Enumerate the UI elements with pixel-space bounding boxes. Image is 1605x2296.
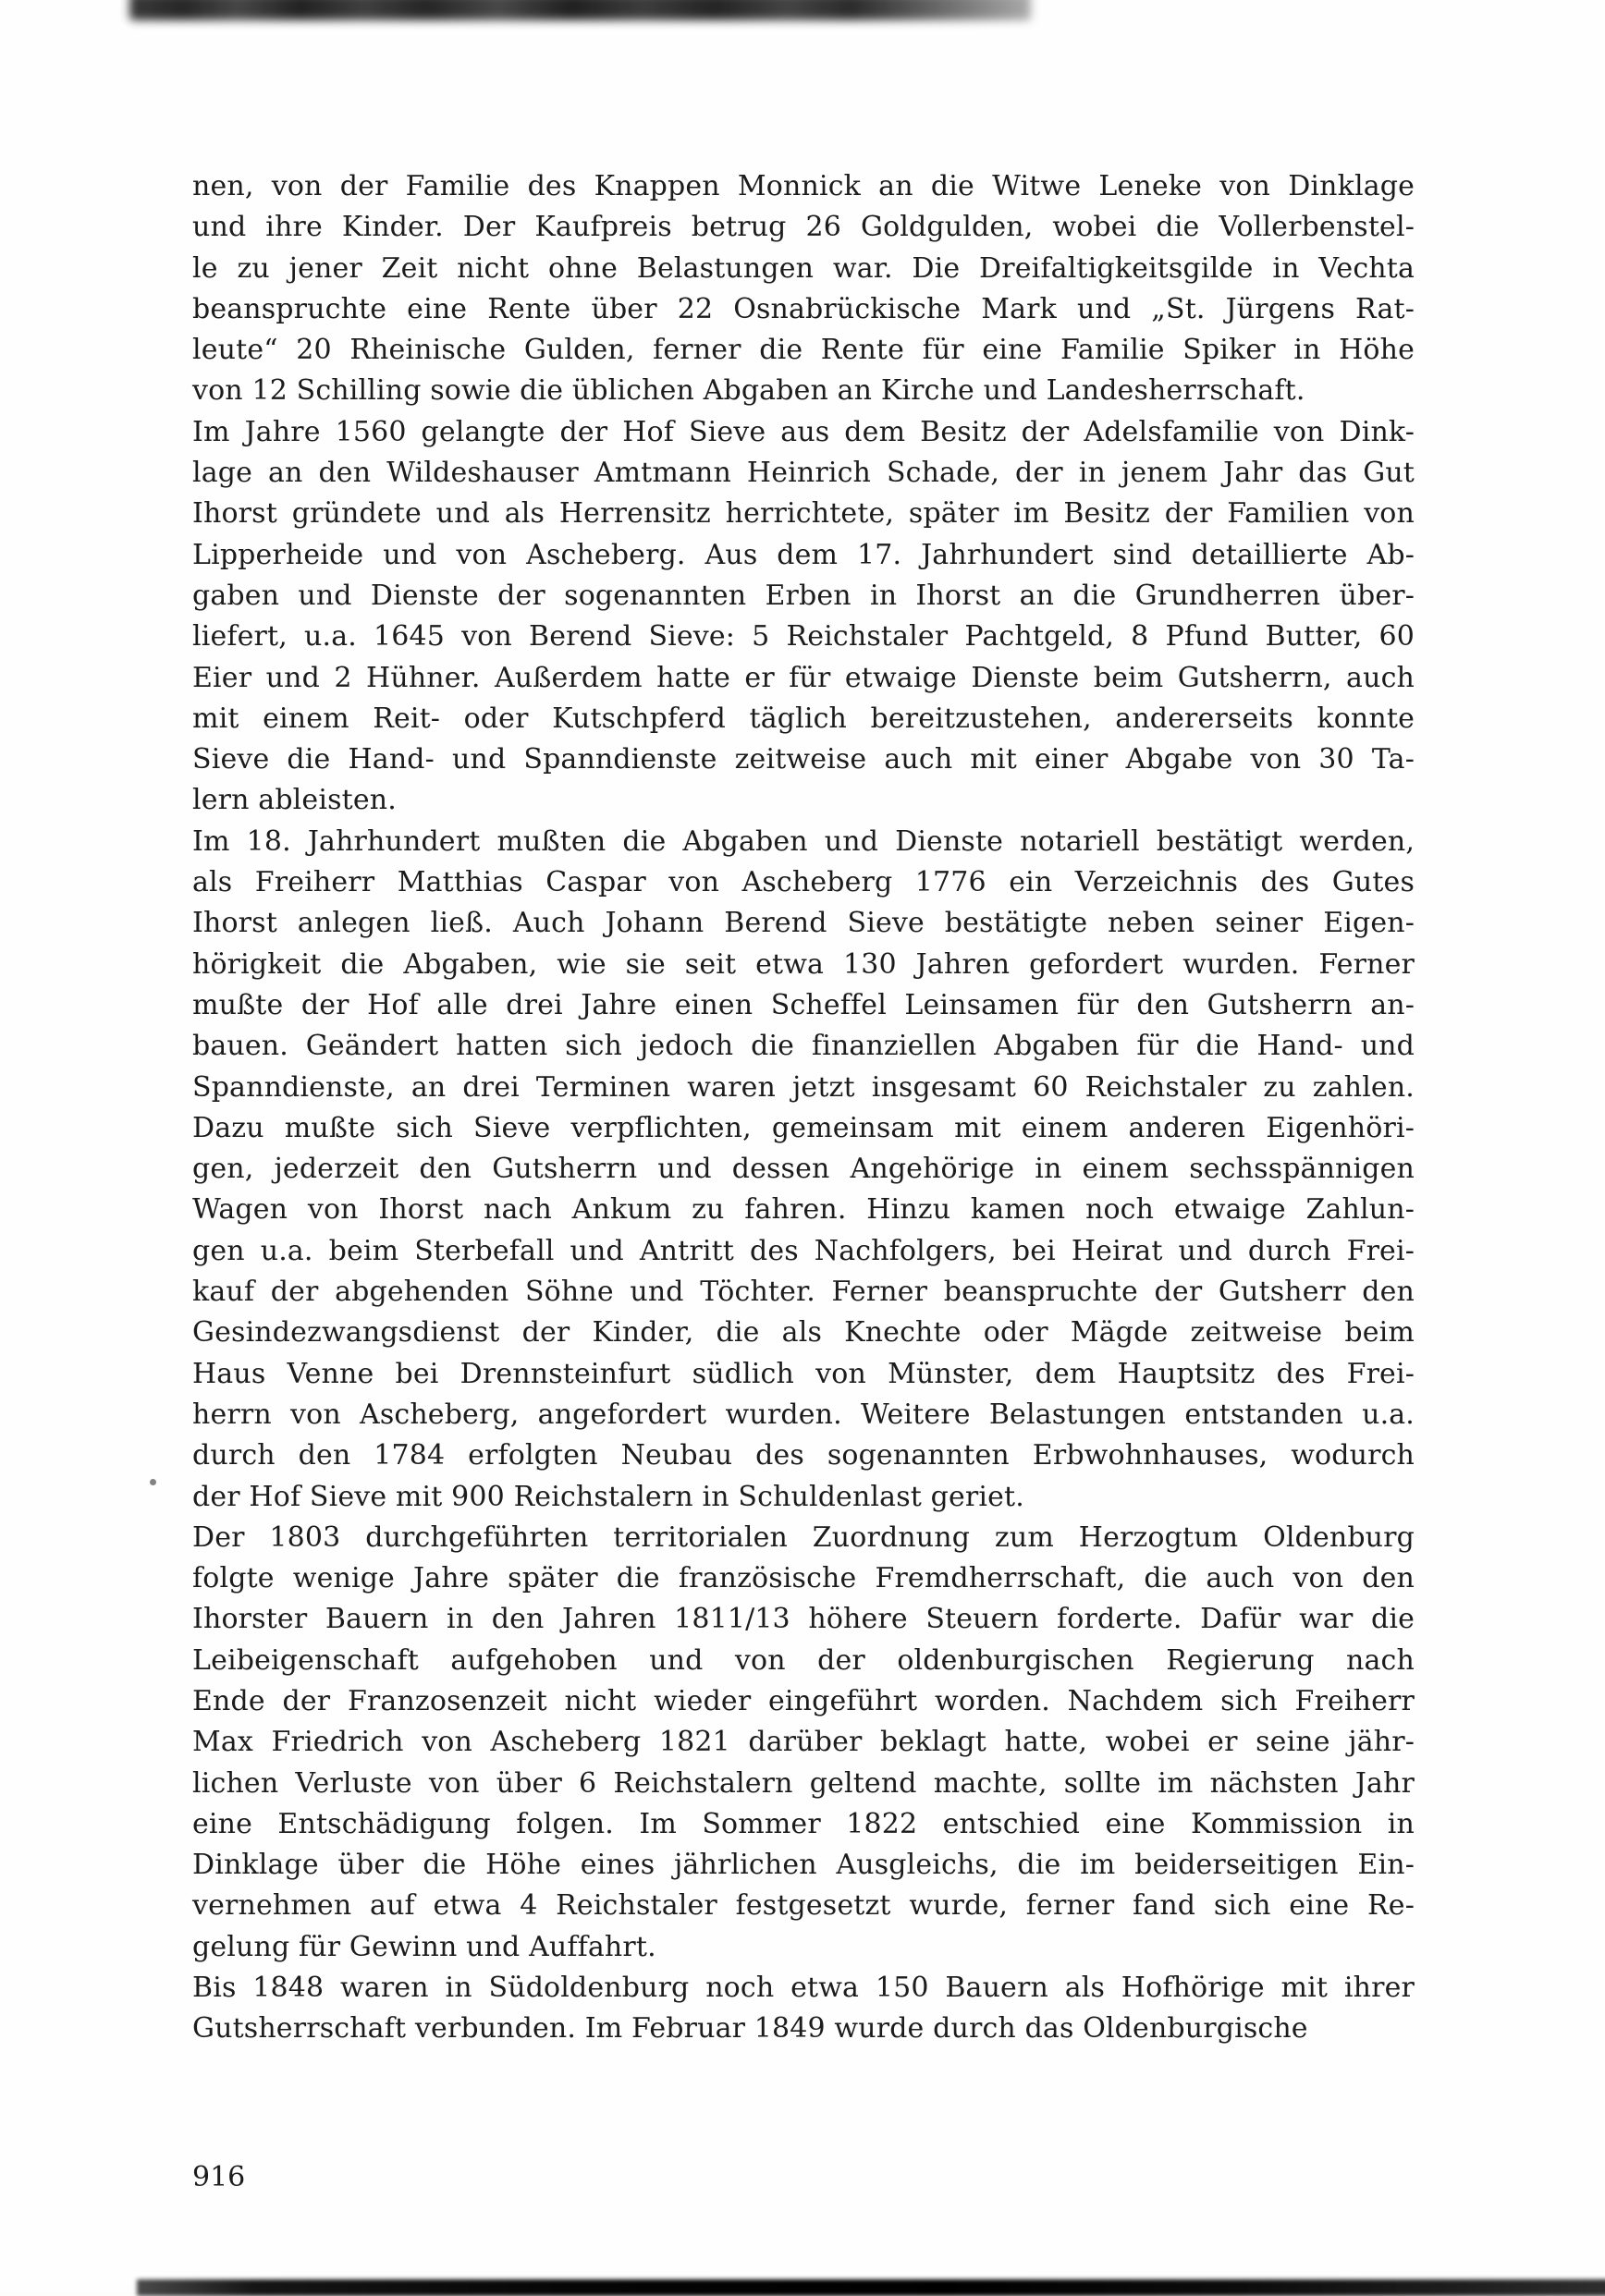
text-line: Ende der Franzosenzeit nicht wieder eingeführt worden. Nachdem sich Freiherr xyxy=(192,1684,1415,1717)
text-line: als Freiherr Matthias Caspar von Ascheberg 1776 ein Verzeichnis des Gutes xyxy=(192,866,1415,899)
text-line: Eier und 2 Hühner. Außerdem hatte er für etwaige Dienste beim Gutsherrn, auch xyxy=(192,661,1415,694)
text-line: gelung für Gewinn und Auffahrt. xyxy=(192,1930,656,1963)
paragraph xyxy=(192,166,1415,412)
page-number: 916 xyxy=(192,2161,246,2193)
text-line: Ihorst gründete und als Herrensitz herrichtete, später im Besitz der Familien von xyxy=(192,497,1415,531)
text-line: Wagen von Ihorst nach Ankum zu fahren. Hinzu kamen noch etwaige Zahlun- xyxy=(192,1193,1415,1227)
text-line: gen u.a. beim Sterbefall und Antritt des Nachfolgers, bei Heirat und durch Frei- xyxy=(192,1234,1415,1267)
text-line: Im Jahre 1560 gelangte der Hof Sieve aus dem Besitz der Adelsfamilie von Dink- xyxy=(192,415,1415,448)
text-line: mußte der Hof alle drei Jahre einen Scheffel Leinsamen für den Gutsherrn an- xyxy=(192,988,1415,1021)
text-line: Spanndienste, an drei Terminen waren jetzt insgesamt 60 Reichstaler zu zahlen. xyxy=(192,1070,1415,1104)
text-line: Lipperheide und von Ascheberg. Aus dem 17. Jahrhundert sind detaillierte Ab- xyxy=(192,538,1415,571)
text-line: und ihre Kinder. Der Kaufpreis betrug 26 Goldgulden, wobei die Vollerbenstel- xyxy=(192,211,1415,244)
text-line: leute“ 20 Rheinische Gulden, ferner die Rente für eine Familie Spiker in Höhe xyxy=(192,334,1415,367)
text-line: Gutsherrschaft verbunden. Im Februar 1849 wurde durch das Oldenburgische xyxy=(192,2012,1308,2046)
text-line: eine Entschädigung folgen. Im Sommer 1822 entschied eine Kommission in xyxy=(192,1807,1415,1840)
text-line: mit einem Reit- oder Kutschpferd täglich bereitzustehen, andererseits konnte xyxy=(192,702,1415,735)
text-line: von 12 Schilling sowie die üblichen Abgaben an Kirche und Landesherrschaft. xyxy=(192,374,1305,408)
text-line: le zu jener Zeit nicht ohne Belastungen war. Die Dreifaltigkeitsgilde in Vechta xyxy=(192,251,1415,285)
text-line: lage an den Wildeshauser Amtmann Heinrich Schade, der in jenem Jahr das Gut xyxy=(192,457,1415,490)
text-line: bauen. Geändert hatten sich jedoch die finanziellen Abgaben für die Hand- und xyxy=(192,1030,1415,1063)
text-line: Im 18. Jahrhundert mußten die Abgaben und Dienste notariell bestätigt werden, xyxy=(192,824,1415,858)
scan-smudge-top xyxy=(129,0,1031,20)
text-line: liefert, u.a. 1645 von Berend Sieve: 5 Reichstaler Pachtgeld, 8 Pfund Butter, 60 xyxy=(192,620,1415,653)
text-line: vernehmen auf etwa 4 Reichstaler festgesetzt wurde, ferner fand sich eine Re- xyxy=(192,1889,1415,1923)
paragraph xyxy=(192,412,1415,822)
text-line: Ihorster Bauern in den Jahren 1811/13 höhere Steuern forderte. Dafür war die xyxy=(192,1603,1415,1636)
text-line: nen, von der Familie des Knappen Monnick an die Witwe Leneke von Dinklage xyxy=(192,170,1415,202)
text-line: Gesindezwangsdienst der Kinder, die als Knechte oder Mägde zeitweise beim xyxy=(192,1316,1415,1350)
body-text xyxy=(192,166,1415,2050)
text-line: Ihorst anlegen ließ. Auch Johann Berend Sieve bestätigte neben seiner Eigen- xyxy=(192,907,1415,940)
scan-smudge-bottom xyxy=(137,2279,1605,2296)
text-line: herrn von Ascheberg, angefordert wurden. Weitere Belastungen entstanden u.a. xyxy=(192,1398,1415,1431)
text-line: Dinklage über die Höhe eines jährlichen Ausgleichs, die im beiderseitigen Ein- xyxy=(192,1849,1415,1882)
text-line: kauf der abgehenden Söhne und Töchter. Ferner beanspruchte der Gutsherr den xyxy=(192,1276,1415,1309)
text-line: Dazu mußte sich Sieve verpflichten, gemeinsam mit einem anderen Eigenhöri- xyxy=(192,1111,1415,1144)
text-line: lern ableisten. xyxy=(192,784,397,817)
paragraph xyxy=(192,1968,1415,2050)
text-line: beanspruchte eine Rente über 22 Osnabrückische Mark und „St. Jürgens Rat- xyxy=(192,292,1415,325)
text-line: lichen Verluste von über 6 Reichstalern geltend machte, sollte im nächsten Jahr xyxy=(192,1766,1415,1800)
paragraph xyxy=(192,822,1415,1518)
paragraph xyxy=(192,1518,1415,1968)
text-line: gen, jederzeit den Gutsherrn und dessen Angehörige in einem sechsspännigen xyxy=(192,1153,1415,1186)
scan-dot-artifact xyxy=(150,1479,156,1485)
text-line: durch den 1784 erfolgten Neubau des sogenannten Erbwohnhauses, wodurch xyxy=(192,1439,1415,1472)
text-line: gaben und Dienste der sogenannten Erben in Ihorst an die Grundherren über- xyxy=(192,579,1415,612)
text-line: folgte wenige Jahre später die französische Fremdherrschaft, die auch von den xyxy=(192,1562,1415,1595)
text-line: Der 1803 durchgeführten territorialen Zuordnung zum Herzogtum Oldenburg xyxy=(192,1520,1415,1554)
text-line: Sieve die Hand- und Spanndienste zeitweise auch mit einer Abgabe von 30 Ta- xyxy=(192,743,1415,776)
text-line: Bis 1848 waren in Südoldenburg noch etwa 150 Bauern als Hofhörige mit ihrer xyxy=(192,1972,1415,2005)
text-line: Leibeigenschaft aufgehoben und von der oldenburgischen Regierung nach xyxy=(192,1643,1415,1677)
text-line: der Hof Sieve mit 900 Reichstalern in Schuldenlast geriet. xyxy=(192,1480,1024,1513)
text-line: Max Friedrich von Ascheberg 1821 darüber beklagt hatte, wobei er seine jähr- xyxy=(192,1726,1415,1759)
text-line: hörigkeit die Abgaben, wie sie seit etwa 130 Jahren gefordert wurden. Ferner xyxy=(192,947,1415,981)
text-line: Haus Venne bei Drennsteinfurt südlich von Münster, dem Hauptsitz des Frei- xyxy=(192,1357,1415,1390)
